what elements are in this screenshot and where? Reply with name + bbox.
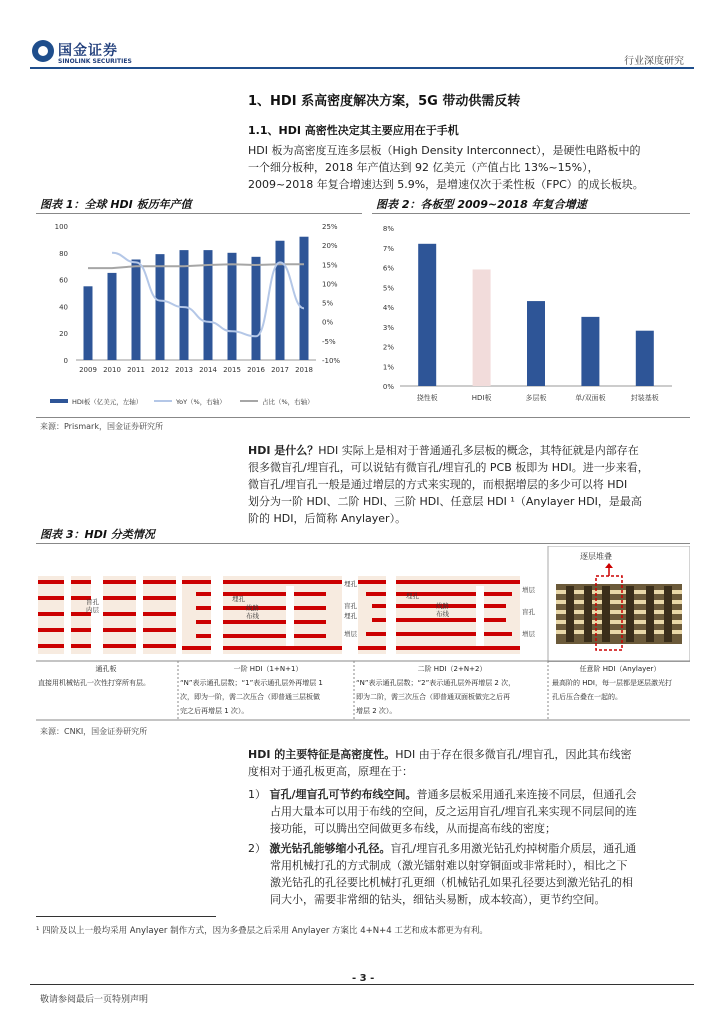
y-right-tick: 0% bbox=[322, 318, 334, 327]
legend-swatch-bar bbox=[50, 399, 68, 403]
l2-label-line: 线路 bbox=[436, 602, 449, 610]
bar bbox=[300, 237, 309, 360]
what-is-line: 很多微盲孔/埋盲孔，可以说钻有微盲孔/埋盲孔的 PCB 板即为 HDI。进一步来看， bbox=[248, 461, 649, 474]
page-number: - 3 - bbox=[352, 973, 375, 984]
feature-lead: HDI 的主要特征是高密度性。 bbox=[248, 748, 396, 761]
fig1-rule bbox=[36, 213, 362, 214]
y-right-tick: 25% bbox=[322, 223, 338, 231]
bar bbox=[132, 260, 141, 361]
l2-label-route: 布线 bbox=[436, 610, 449, 618]
y-left-tick: 60 bbox=[59, 276, 68, 285]
l1-right-buried: 埋孔 bbox=[344, 580, 357, 588]
header-divider bbox=[30, 67, 694, 69]
y-right-tick: -10% bbox=[322, 357, 341, 365]
feature-line: HDI 由于存在很多微盲孔/埋盲孔，因此其布线密 bbox=[395, 748, 632, 761]
disclaimer: 敬请参阅最后一页特别声明 bbox=[40, 995, 149, 1005]
bar bbox=[527, 301, 545, 386]
fig2-title: 图表 2：各板型 2009~2018 年复合增速 bbox=[376, 198, 587, 211]
x-tick: 2012 bbox=[151, 366, 169, 374]
fig1-chart bbox=[36, 216, 362, 416]
x-tick: 2017 bbox=[271, 366, 289, 374]
l2-right-build2: 增层 bbox=[522, 630, 535, 638]
footnote-rule bbox=[36, 916, 216, 917]
l2-right-build: 增层 bbox=[522, 586, 535, 594]
x-tick: 2009 bbox=[79, 366, 97, 374]
anylayer-diagram bbox=[548, 546, 690, 662]
intro-line: HDI 板为高密度互连多层板（High Density Interconnect），是硬性电路板中的 bbox=[248, 144, 641, 157]
logo-icon bbox=[32, 40, 54, 62]
l1-right-blind: 盲孔 bbox=[344, 602, 357, 610]
x-tick: 2014 bbox=[199, 366, 217, 374]
y-tick: 7% bbox=[382, 244, 394, 253]
bar bbox=[418, 244, 436, 386]
first-order-diagram bbox=[182, 576, 358, 654]
l2-label-buried: 埋孔 bbox=[406, 592, 419, 600]
any-label-top: 逐层堆叠 bbox=[580, 552, 612, 561]
hdi-diagrams bbox=[36, 546, 690, 662]
x-tick: 封装基板 bbox=[630, 394, 659, 402]
footer-rule bbox=[30, 984, 694, 985]
y-right-tick: -5% bbox=[322, 337, 336, 346]
x-tick: 2018 bbox=[295, 366, 313, 374]
feature-paragraph bbox=[248, 746, 688, 780]
what-is-line: 阶的 HDI，后简称 Anylayer）。 bbox=[248, 512, 407, 525]
bar bbox=[276, 241, 285, 360]
source-note-2: 来源：CNKI，国金证券研究所 bbox=[40, 727, 148, 736]
intro-paragraph bbox=[248, 142, 688, 193]
fig3-rule bbox=[36, 543, 690, 544]
y-right-tick: 5% bbox=[322, 299, 334, 308]
bar bbox=[204, 250, 213, 360]
intro-line: 2009~2018 年复合增速达到 5.9%，是增速仅次于柔性板（FPC）的成长板块。 bbox=[248, 178, 644, 191]
caption-name-0: 通孔板 bbox=[95, 665, 117, 673]
share-line bbox=[88, 264, 304, 268]
logo-en: SINOLINK SECURITIES bbox=[58, 58, 132, 65]
y-right-tick: 20% bbox=[322, 242, 338, 251]
bar bbox=[108, 273, 117, 360]
through-hole-diagram bbox=[38, 576, 176, 654]
y-right-tick: 15% bbox=[322, 261, 338, 270]
x-tick: HDI板 bbox=[471, 394, 492, 402]
y-left-tick: 0 bbox=[63, 357, 68, 365]
y-left-tick: 20 bbox=[59, 330, 68, 339]
l1-label-route: 布线 bbox=[246, 612, 259, 620]
what-is-line: 划分为一阶 HDI、二阶 HDI、三阶 HDI、任意层 HDI ¹（Anylayer HDI，是最高 bbox=[248, 495, 642, 508]
x-tick: 2015 bbox=[223, 366, 241, 374]
y-right-tick: 10% bbox=[322, 280, 338, 289]
subsection-heading: 1.1、HDI 高密性决定其主要应用在于手机 bbox=[248, 124, 459, 137]
fig-bottom-rule bbox=[36, 417, 690, 418]
fig2-chart bbox=[372, 216, 690, 416]
caption-name-1: 一阶 HDI（1+N+1） bbox=[233, 665, 303, 673]
what-is-line: HDI 实际上是相对于普通通孔多层板的概念，其特征就是内部存在 bbox=[318, 444, 639, 457]
bar bbox=[636, 331, 654, 386]
l1-label-line: 线路 bbox=[246, 604, 259, 612]
x-tick: 单/双面板 bbox=[575, 394, 606, 402]
what-is-paragraph bbox=[248, 442, 688, 527]
list-item-1: 1） 盲孔/埋盲孔可节约布线空间。普通多层板采用通孔来连接不同层，但通孔会 占用大量本可以用于布线的空间，反之运用盲孔/埋盲孔来实现不同层间的连 接功能，可以腾出空间做更多布线，从而提高布线的密度； bbox=[248, 788, 637, 835]
intro-line: 一个细分板种，2018 年产值达到 92 亿美元（产值占比 13%~15%）， bbox=[248, 161, 599, 174]
second-order-diagram bbox=[358, 576, 536, 654]
legend-label: HDI板（亿美元，左轴） bbox=[72, 398, 143, 406]
x-tick: 多层板 bbox=[525, 394, 547, 402]
footnote: ¹ 四阶及以上一般均采用 Anylayer 制作方式，因为多叠层之后采用 Anylayer 方案比 4+N+4 工艺和成本都更为有利。 bbox=[36, 926, 488, 936]
y-tick: 2% bbox=[382, 343, 394, 352]
caption-desc-1: “N”表示通孔层数；“1”表示通孔层外再增层 1 次，即为一阶，需二次压合（即普通三层板做 完之后再增层 1 次）。 bbox=[180, 679, 323, 715]
y-tick: 1% bbox=[382, 363, 394, 372]
bar bbox=[228, 253, 237, 360]
source-note: 来源：Prismark，国金证券研究所 bbox=[40, 422, 163, 431]
y-tick: 8% bbox=[382, 225, 394, 233]
l1-right-buried2: 埋孔 bbox=[344, 612, 357, 620]
list-item-2: 2） 激光钻孔能够缩小孔径。盲孔/埋盲孔多用激光钻孔灼掉树脂介质层，通孔通 常用机械打孔的方式制成（激光镭射难以射穿铜面或非常耗时），相比之下 激光钻孔的孔径要比机械打孔更细（机械钻孔如果孔径要达到激光钻孔的相 同大小，需要非常细的钻头，细钻头易断，成本较高），更节约空间。 bbox=[248, 842, 637, 906]
y-tick: 0% bbox=[382, 383, 394, 391]
report-type: 行业深度研究 bbox=[624, 56, 684, 67]
y-tick: 4% bbox=[382, 304, 394, 312]
caption-desc-2: “N”表示通孔层数；“2”表示通孔层外再增层 2 次， 即为二阶，需三次压合（即普通双面板做完之后再 增层 2 次）。 bbox=[356, 679, 516, 715]
y-tick: 6% bbox=[382, 264, 394, 273]
x-tick: 2016 bbox=[247, 366, 265, 374]
fig1-title: 图表 1：全球 HDI 板历年产值 bbox=[40, 198, 192, 211]
l1-right-build: 增层 bbox=[344, 630, 357, 638]
what-is-lead: HDI 是什么？ bbox=[248, 444, 319, 457]
feature-line: 度相对于通孔板更高，原理在于： bbox=[248, 765, 413, 778]
l2-right-blind: 盲孔 bbox=[522, 608, 535, 616]
logo-cn: 国金证券 bbox=[58, 43, 118, 59]
bar bbox=[473, 269, 491, 386]
bar bbox=[581, 317, 599, 386]
x-tick: 2010 bbox=[103, 366, 121, 374]
x-tick: 2011 bbox=[127, 366, 145, 374]
fig2-rule bbox=[372, 213, 690, 214]
l0-label-blind: 盲孔 bbox=[86, 598, 99, 606]
y-left-tick: 80 bbox=[59, 249, 68, 258]
caption-name-2: 二阶 HDI（2+N+2） bbox=[417, 665, 487, 673]
l0-label-inner: 内层 bbox=[86, 606, 99, 614]
y-left-tick: 100 bbox=[54, 223, 68, 231]
y-tick: 3% bbox=[382, 323, 394, 332]
caption-name-3: 任意阶 HDI（Anylayer） bbox=[579, 665, 661, 673]
bar bbox=[252, 257, 261, 360]
y-left-tick: 40 bbox=[59, 303, 68, 312]
what-is-line: 微盲孔/埋盲孔一般是通过增层的方式来实现的，而根据增层的多少可以将 HDI bbox=[248, 478, 628, 491]
bar bbox=[156, 254, 165, 360]
section-heading: 1、HDI 系高密度解决方案，5G 带动供需反转 bbox=[248, 94, 521, 109]
caption-desc-3: 最高阶的 HDI，每一层都是逐层激光打 孔后压合叠在一起的。 bbox=[552, 679, 672, 701]
x-tick: 2013 bbox=[175, 366, 193, 374]
bar bbox=[84, 286, 93, 360]
y-tick: 5% bbox=[382, 284, 394, 293]
x-tick: 挠性板 bbox=[416, 394, 438, 402]
legend-label: YoY（%，右轴） bbox=[176, 398, 226, 406]
fig3-title: 图表 3：HDI 分类情况 bbox=[40, 528, 155, 541]
l1-label-buried: 埋孔 bbox=[232, 595, 245, 603]
caption-desc-0: 直接用机械钻孔一次性打穿所有层。 bbox=[38, 679, 150, 687]
legend-label: 占比（%，右轴） bbox=[262, 398, 314, 406]
